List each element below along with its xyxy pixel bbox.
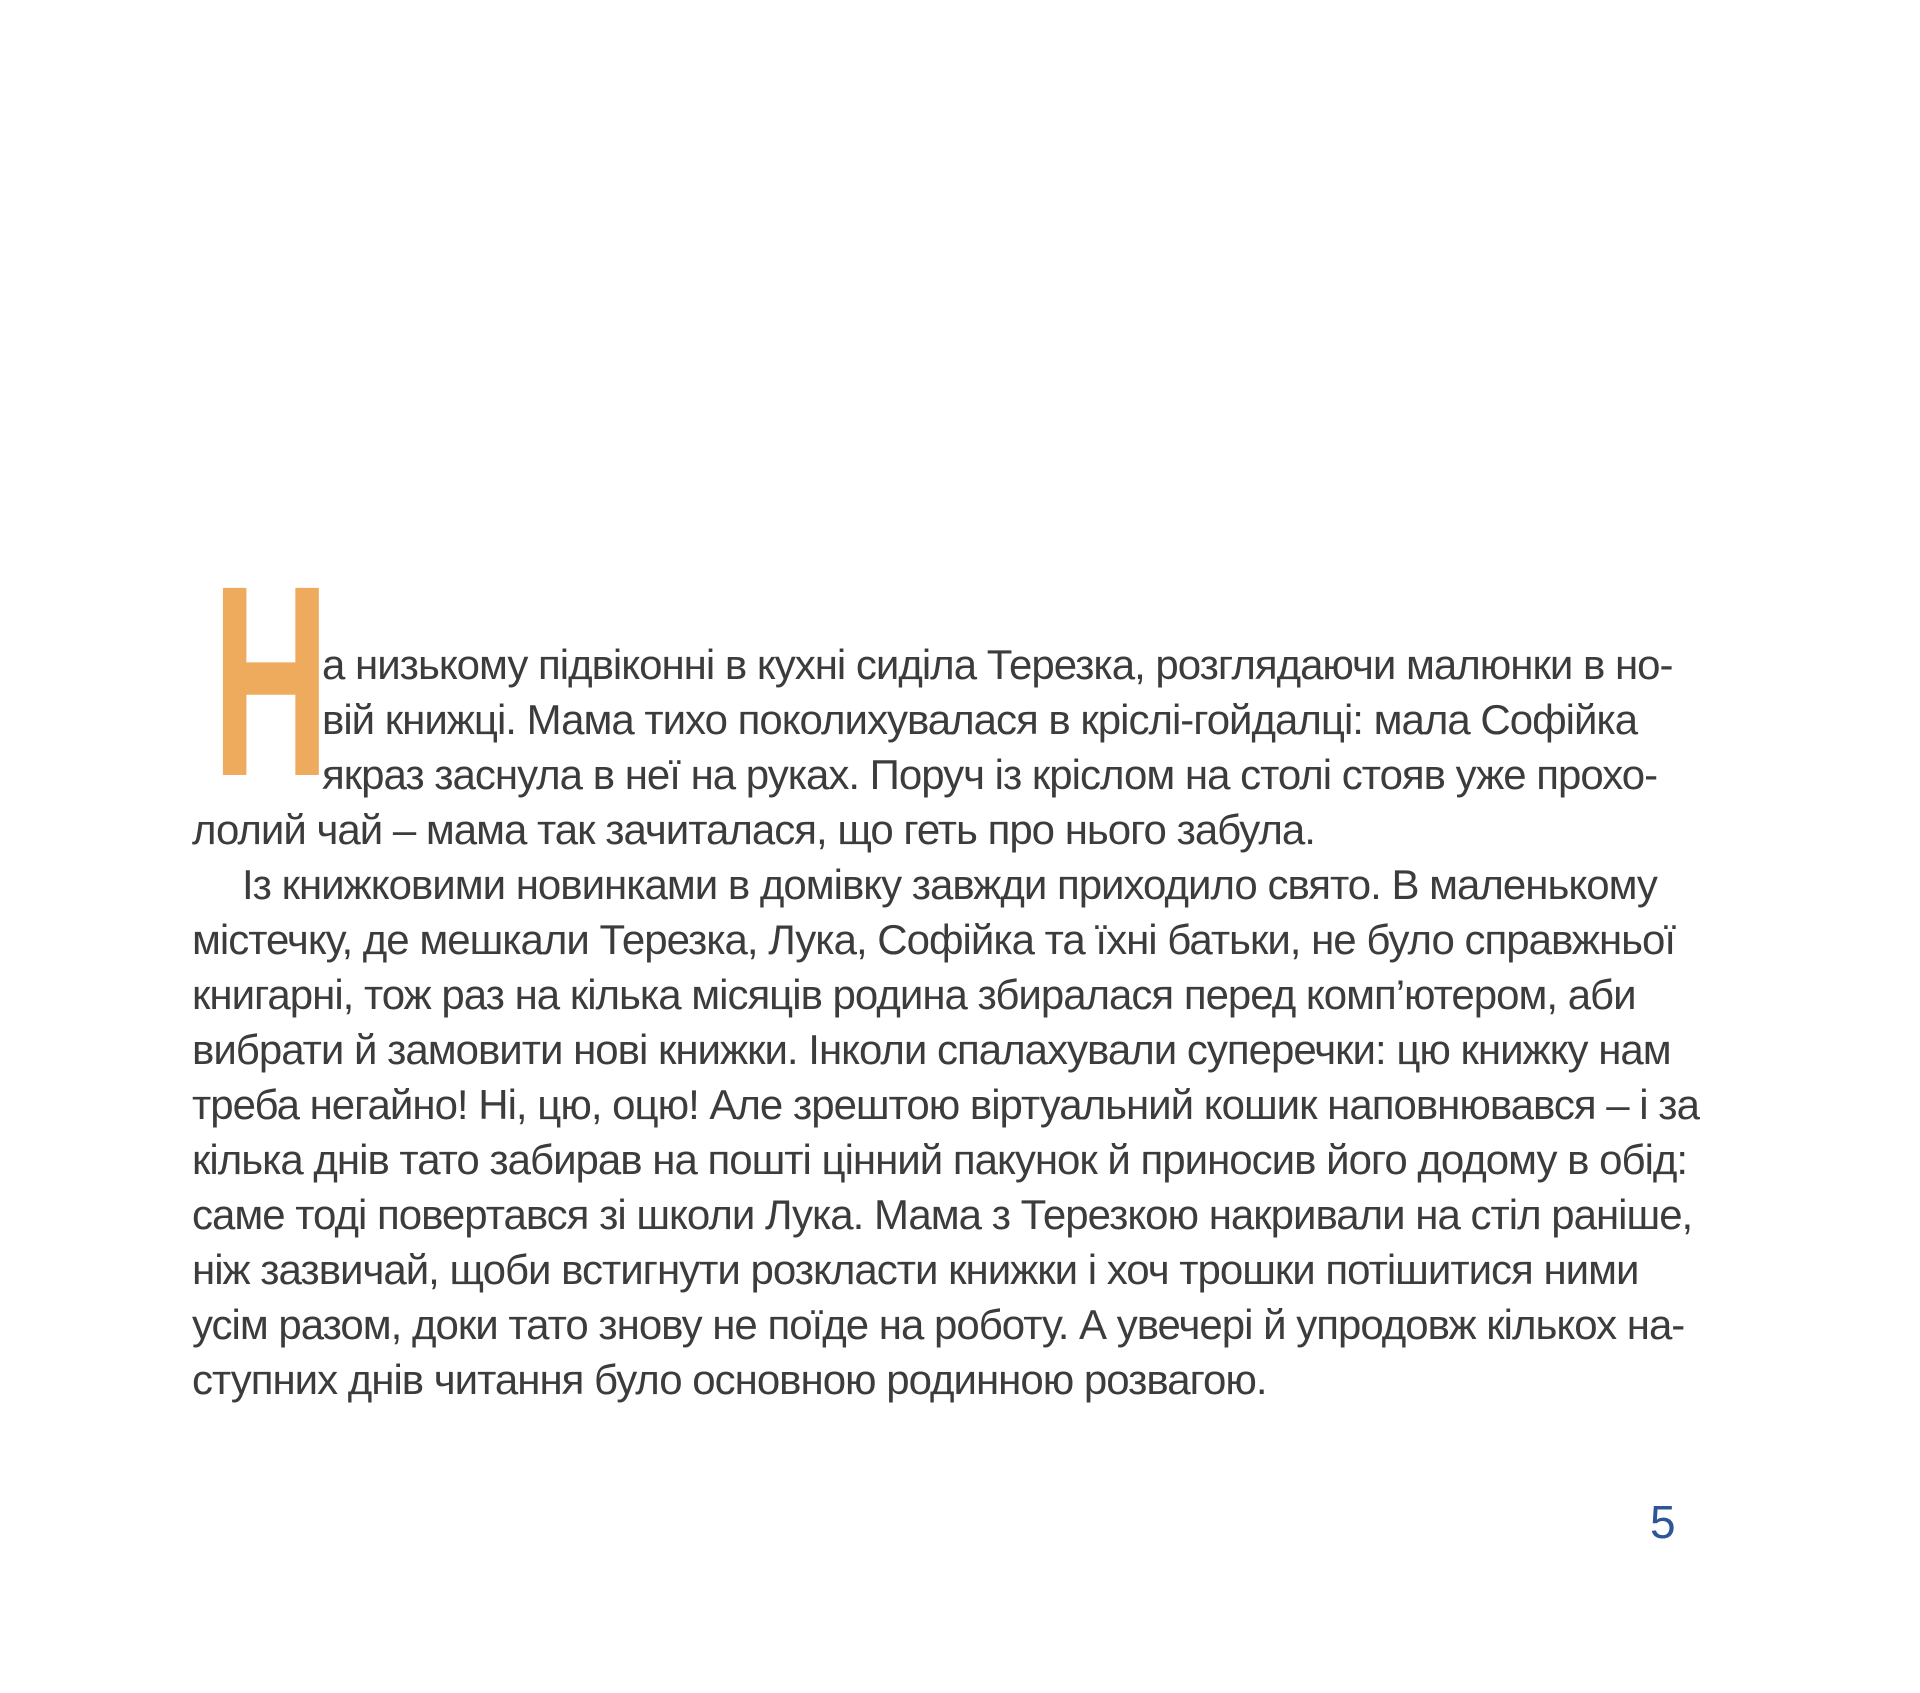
text-line: треба негайно! Ні, цю, оцю! Але зрештою віртуальний кошик наповнювався – і за	[192, 1081, 1699, 1128]
text-line: усім разом, доки тато знову не поїде на роботу. А увечері й упродовж кількох на-	[192, 1301, 1685, 1348]
text-line: вибрати й замовити нові книжки. Інколи спалахували суперечки: цю книжку нам	[192, 1026, 1671, 1073]
text-line: а низькому підвіконні в кухні сиділа Терезка, розглядаючи малюнки в но-	[322, 641, 1673, 688]
drop-cap-letter: Н	[212, 529, 330, 833]
text-line: книгарні, тож раз на кілька місяців родина збиралася перед комп’ютером, аби	[192, 971, 1636, 1018]
text-line: лолий чай – мама так зачиталася, що геть про нього забула.	[192, 806, 1315, 853]
text-line: якраз заснула в неї на руках. Поруч із кріслом на столі стояв уже прохо-	[322, 751, 1658, 798]
text-line: Із книжковими новинками в домівку завжди приходило свято. В маленькому	[242, 861, 1657, 908]
text-line: вій книжці. Мама тихо поколихувалася в кріслі-гойдалці: мала Софійка	[322, 696, 1638, 743]
text-line: ступних днів читання було основною родинною розвагою.	[192, 1356, 1267, 1403]
text-line: кілька днів тато забирав на пошті цінний пакунок й приносив його додому в обід:	[192, 1136, 1688, 1183]
text-line: саме тоді повертався зі школи Лука. Мама з Терезкою накривали на стіл раніше,	[192, 1191, 1693, 1238]
text-line: містечку, де мешкали Терезка, Лука, Софійка та їхні батьки, не було справжньої	[192, 916, 1676, 963]
body-text-block	[192, 637, 1792, 1407]
text-line: ніж зазвичай, щоби встигнути розкласти книжки і хоч трошки потішитися ними	[192, 1246, 1639, 1293]
page-number: 5	[1650, 1496, 1676, 1548]
